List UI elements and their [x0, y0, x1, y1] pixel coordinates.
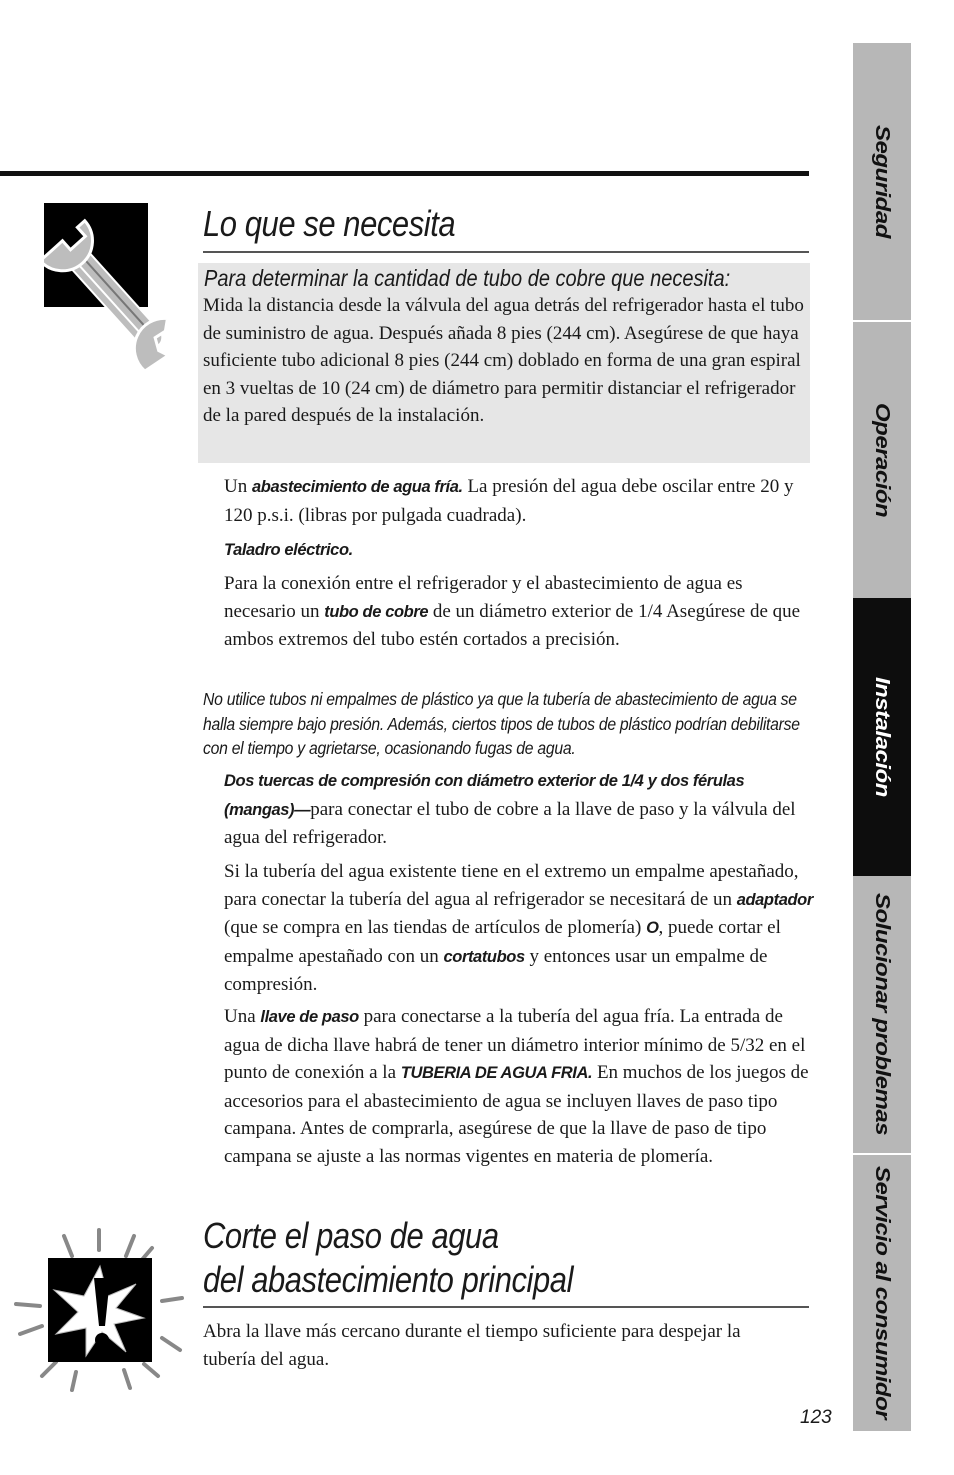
item-text: y entonces usar un empalme de compresión.	[224, 945, 768, 996]
item-text: Un	[224, 476, 252, 497]
tab-seguridad[interactable]	[853, 43, 911, 320]
tab-servicio-consumidor[interactable]	[853, 1155, 911, 1431]
list-item-shutoff-valve	[224, 1003, 814, 1171]
item-bold: llave de paso	[260, 1008, 359, 1026]
item-text: Si la tubería del agua existente tiene en el extremo un empalme apestañado, para conectar la tubería del agua al refrigerador se necesitará de un	[224, 861, 799, 910]
tab-operacion[interactable]	[853, 322, 911, 598]
list-item-copper-tube	[224, 570, 814, 654]
shutoff-body: Abra la llave más cercano durante el tiempo suficiente para despejar la tubería del agua.	[203, 1321, 741, 1370]
item-bold: cortatubos	[443, 947, 525, 966]
section-title-corte-line2: del abastecimiento principal	[203, 1259, 574, 1300]
item-bold: Dos tuercas de compresión con diámetro exterior de 1/4 y dos férulas (mangas)—	[224, 772, 745, 819]
wrench-icon	[44, 203, 184, 373]
tab-servicio-label: Servicio al consumidor	[870, 1166, 894, 1420]
item-bold: Taladro eléctrico.	[224, 541, 353, 559]
copper-tube-subhead: Para determinar la cantidad de tubo de cobre que necesita:	[204, 265, 731, 291]
top-rule	[0, 171, 809, 176]
item-text: de un diámetro exterior de 1/4 Asegúrese de que ambos extremos del tubo estén cortados a precisión.	[224, 600, 801, 651]
list-item-adapter	[224, 858, 814, 999]
item-bold: tubo de cobre	[324, 602, 429, 621]
tab-instalacion-label: Instalación	[870, 677, 894, 797]
item-text: para conectar el tubo de cobre a la llave de paso y la válvula del agua del refrigerador.	[224, 798, 796, 849]
list-item-cold-water	[224, 473, 814, 529]
warning-burst-icon	[12, 1226, 187, 1394]
list-item-drill	[224, 536, 814, 565]
page-number: 123	[800, 1407, 832, 1428]
item-bold: adaptador	[736, 890, 813, 909]
item-text: En muchos de los juegos de accesorios para el abastecimiento de agua se incluyen llaves de paso tipo campana. Antes de comprarla, asegúrese de que la llave de paso de tipo campana se ajuste a las normas vigentes en materia de plomería.	[224, 1062, 809, 1167]
tab-solucionar-problemas[interactable]	[853, 876, 911, 1153]
item-bold: TUBERIA DE AGUA FRIA.	[400, 1064, 593, 1083]
section-rule	[203, 251, 809, 253]
tab-instalacion[interactable]	[853, 598, 911, 876]
item-text: para conectarse a la tubería del agua fría. La entrada de agua de dicha llave habrá de tener un diámetro interior mínimo de 5/32 en el punto de conexión a la	[224, 1006, 806, 1084]
item-bold: abastecimiento de agua fría.	[251, 478, 463, 496]
item-text: , puede cortar el empalme apestañado con un	[224, 917, 781, 967]
list-item-compression-nuts	[224, 767, 814, 852]
item-text: La presión del agua debe oscilar entre 20 y 120 p.s.i. (libras por pulgada cuadrada).	[224, 476, 794, 526]
tab-solucionar-label: Solucionar problemas	[870, 893, 894, 1136]
section-title-lo-que-se-necesita: Lo que se necesita	[203, 203, 456, 244]
section-rule	[203, 1306, 809, 1308]
item-bold: O	[646, 919, 659, 938]
tab-operacion-label: Operación	[870, 402, 894, 518]
item-text: (que se compra en las tiendas de artículos de plomería)	[224, 917, 647, 939]
item-text: Una	[224, 1006, 261, 1027]
plastic-warning-note: No utilice tubos ni empalmes de plástico ya que la tubería de abastecimiento de agua se halla siempre bajo presión. Además, ciertos tipos de tubos de plástico podrían debilitarse con el tiempo y agrietarse, ocasionando fugas de agua.	[203, 689, 800, 758]
section-title-corte-line1: Corte el paso de agua	[203, 1215, 499, 1256]
item-text: Para la conexión entre el refrigerador y el abastecimiento de agua es necesario un	[224, 573, 743, 622]
copper-tube-instructions: Mida la distancia desde la válvula del agua detrás del refrigerador hasta el tubo de suministro de agua. Después añada 8 pies (244 cm). Asegúrese de que haya suficiente tubo adicional 8 pies (244 cm) doblado en forma de una gran espiral en 3 vueltas de 10 (24 cm) de diámetro para permitir distanciar el refrigerador de la pared después de la instalación.	[203, 295, 804, 427]
tab-seguridad-label: Seguridad	[870, 125, 894, 238]
